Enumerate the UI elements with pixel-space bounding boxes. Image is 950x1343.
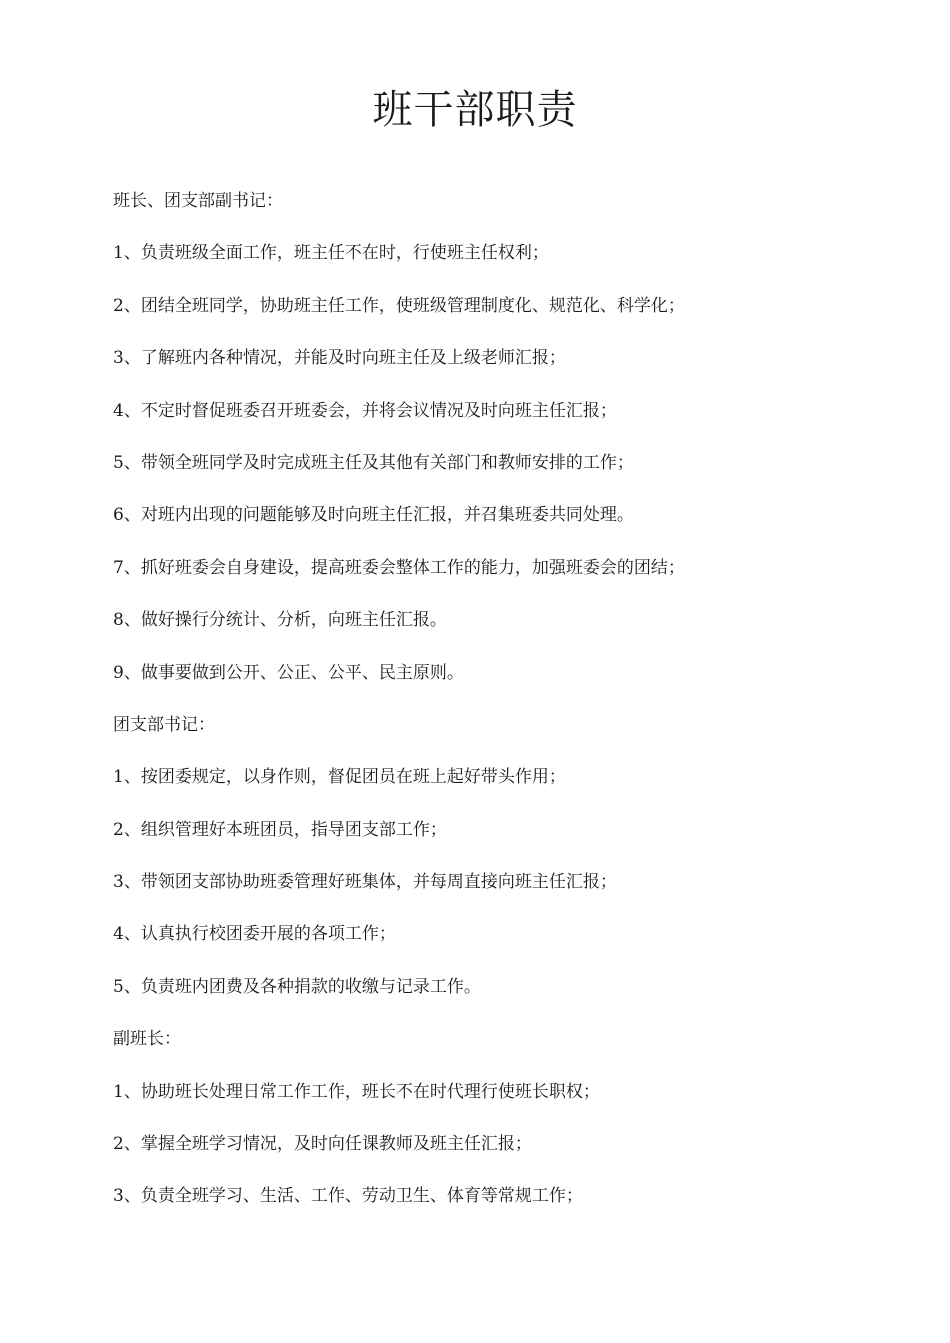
document-title: 班干部职责: [372, 87, 578, 133]
section-heading-vice-monitor: 副班长：: [113, 1029, 181, 1050]
duty-item: 8、做好操行分统计、分析，向班主任汇报。: [113, 610, 447, 631]
duty-item: 1、协助班长处理日常工作工作，班长不在时代理行使班长职权；: [113, 1081, 600, 1102]
duty-item: 2、掌握全班学习情况，及时向任课教师及班主任汇报；: [113, 1134, 532, 1155]
section-heading-league-secretary: 团支部书记：: [113, 714, 215, 735]
duty-item: 1、负责班级全面工作，班主任不在时，行使班主任权利；: [113, 243, 549, 264]
duty-item: 7、抓好班委会自身建设，提高班委会整体工作的能力，加强班委会的团结；: [113, 557, 685, 578]
section-heading-monitor: 班长、团支部副书记：: [113, 191, 283, 211]
duty-item: 4、认真执行校团委开展的各项工作；: [113, 924, 396, 945]
duty-item: 1、按团委规定，以身作则，督促团员在班上起好带头作用；: [113, 767, 566, 788]
document-body: [113, 188, 913, 1236]
duty-item: 2、团结全班同学，协助班主任工作，使班级管理制度化、规范化、科学化；: [113, 295, 685, 316]
duty-item: 3、负责全班学习、生活、工作、劳动卫生、体育等常规工作；: [113, 1186, 583, 1207]
duty-item: 6、对班内出现的问题能够及时向班主任汇报，并召集班委共同处理。: [113, 505, 634, 526]
duty-item: 5、带领全班同学及时完成班主任及其他有关部门和教师安排的工作；: [113, 452, 634, 473]
duty-item: 2、组织管理好本班团员，指导团支部工作；: [113, 819, 447, 840]
duty-item: 9、做事要做到公开、公正、公平、民主原则。: [113, 662, 464, 683]
duty-item: 3、带领团支部协助班委管理好班集体，并每周直接向班主任汇报；: [113, 872, 617, 893]
duty-item: 5、负责班内团费及各种捐款的收缴与记录工作。: [113, 976, 481, 997]
duty-item: 3、了解班内各种情况，并能及时向班主任及上级老师汇报；: [113, 348, 566, 369]
duty-item: 4、不定时督促班委召开班委会，并将会议情况及时向班主任汇报；: [113, 400, 617, 421]
